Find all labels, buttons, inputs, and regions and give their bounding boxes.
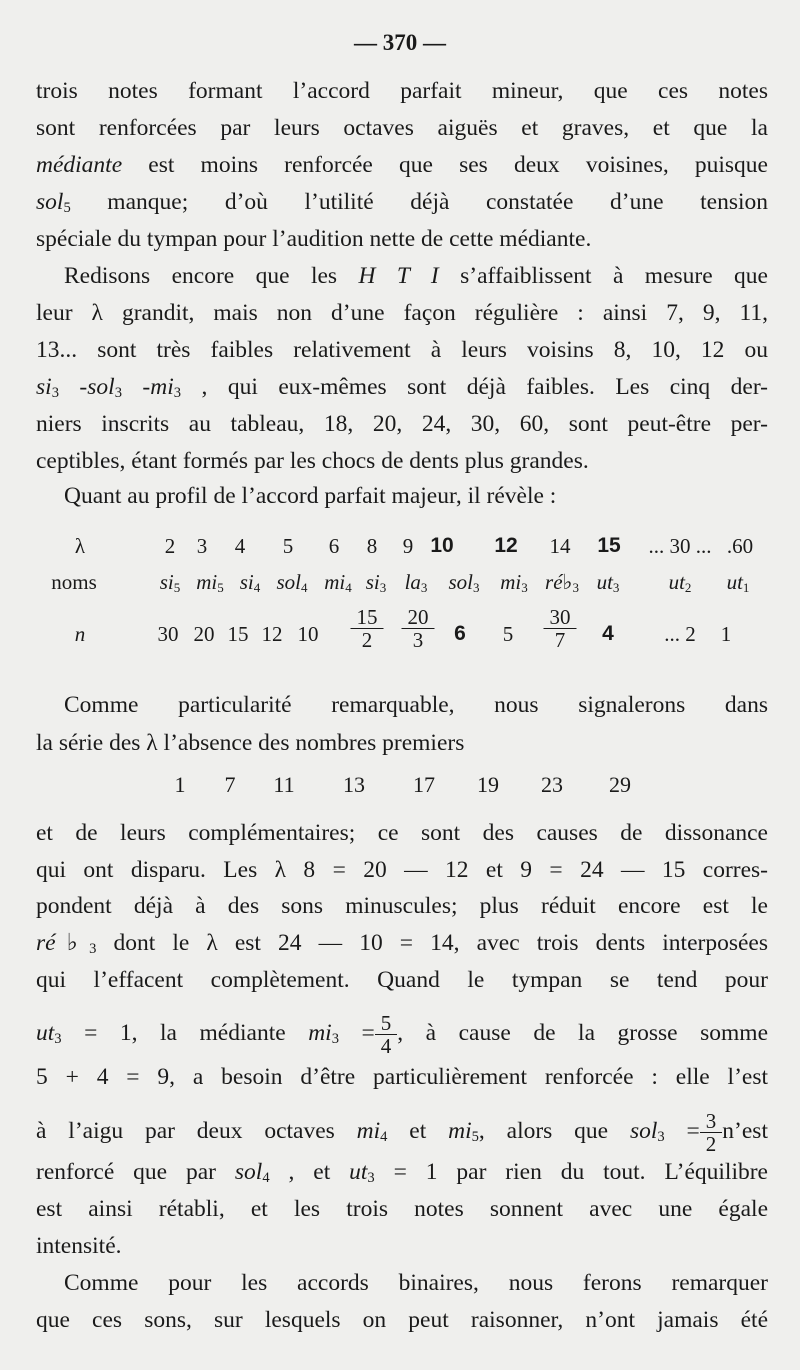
n-value: 20 — [193, 622, 215, 646]
row-label-n: n — [74, 622, 86, 646]
note-name: $la_3$ — [404, 570, 428, 595]
n-value: 5 — [502, 622, 514, 646]
text-line: niers inscrits au tableau, 18, 20, 24, 30, 60, sont peut-être per- — [36, 411, 768, 437]
n-value: ... 2 — [664, 622, 696, 646]
text-line: spéciale du tympan pour l’audition nette de cette médiante. — [36, 226, 592, 252]
lambda-value: ... 30 ... — [648, 534, 712, 558]
lambda-value: 5 — [282, 534, 294, 558]
lambda-value: 14 — [549, 534, 571, 558]
fraction: $\frac{5}{4}$ — [375, 1012, 398, 1057]
note-name: sol$_3$ — [448, 570, 480, 595]
text-line: la série des λ l’absence des nombres premiers — [36, 730, 465, 756]
text-line: médiante est moins renforcée que ses deux voisines, puisque — [36, 152, 768, 178]
prime-number: 23 — [541, 772, 563, 797]
text-line: est ainsi rétabli, et les trois notes sonnent avec une égale — [36, 1196, 768, 1222]
prime-number: 29 — [609, 772, 631, 797]
lambda-value: 6 — [328, 534, 340, 558]
note-name: $mi_4$ — [324, 570, 352, 595]
text-line: sont renforcées par leurs octaves aiguës et graves, et que la — [36, 115, 768, 141]
lambda-value: 4 — [234, 534, 246, 558]
prime-number: 1 — [174, 772, 186, 797]
lambda-value: .60 — [726, 534, 754, 558]
text-line: à l’aigu par deux octaves $mi_4$ et $mi_5$, alors que sol$_3$ = $\frac{3}{2}$ n’est — [36, 1109, 768, 1157]
page-number: — 370 — — [354, 30, 446, 55]
n-value: 10 — [297, 622, 319, 646]
text-line: $si_3$ -sol$_3$ $-mi_3$ , qui eux-mêmes sont déjà faibles. Les cinq der- — [36, 374, 769, 401]
prime-number: 7 — [224, 772, 236, 797]
text-line: pondent déjà à des sons minuscules; plus réduit encore est le — [36, 893, 768, 919]
text-line: 13... sont très faibles relativement à leurs voisins 8, 10, 12 ou — [36, 337, 768, 363]
n-value: 1 — [720, 622, 732, 646]
text-line: renforcé que par sol$_4$ , et $ut_3 = 1$ par rien du tout. L’équilibre — [36, 1159, 768, 1186]
n-fraction: $\frac{30}{7}$ — [544, 606, 577, 651]
note-name: $ut_2$ — [668, 570, 692, 595]
text-line: 5 + 4 = 9, a besoin d’être particulièrement renforcée : elle l’est — [36, 1064, 768, 1090]
row-label-noms: noms — [51, 570, 97, 594]
text-line: sol$_5$ manque; d’où l’utilité déjà constatée d’une tension — [36, 189, 768, 216]
text-line: $ut_3 = 1$, la médiante $mi_3$ = $\frac{5}{4}$ , à cause de la grosse somme — [36, 1011, 769, 1059]
prime-number: 19 — [477, 772, 499, 797]
text-line: qui ont disparu. Les λ 8 = 20 — 12 et 9 = 24 — 15 corres- — [36, 857, 768, 883]
prime-number: 11 — [273, 772, 295, 797]
lambda-value: 9 — [402, 534, 414, 558]
note-name: $si_3$ — [365, 570, 387, 595]
n-value: 12 — [261, 622, 283, 646]
lambda-value: 2 — [164, 534, 176, 558]
text-line: qui l’effacent complètement. Quand le tympan se tend pour — [36, 967, 768, 993]
text-line: $ré♭_3$ dont le λ est 24 — 10 = 14, avec trois dents interposées — [36, 930, 768, 957]
prime-number: 17 — [413, 772, 435, 797]
note-name: $mi_3$ — [500, 570, 528, 595]
text-line: Comme pour les accords binaires, nous ferons remarquer — [64, 1270, 768, 1296]
note-name: $ut_1$ — [726, 570, 750, 595]
n-fraction: $\frac{15}{2}$ — [351, 606, 384, 651]
lambda-value: 8 — [366, 534, 378, 558]
note-name: $ré♭_3$ — [545, 570, 579, 595]
note-name: $si_4$ — [239, 570, 261, 595]
profile-table — [36, 530, 768, 670]
prime-number: 13 — [343, 772, 365, 797]
n-value: 6 — [454, 622, 466, 645]
row-label-lambda: λ — [74, 534, 86, 558]
text-line: et de leurs complémentaires; ce sont des causes de dissonance — [36, 820, 768, 846]
lambda-value: 12 — [494, 534, 518, 557]
text-line: que ces sons, sur lesquels on peut raisonner, n’ont jamais été — [36, 1307, 768, 1333]
n-value: 15 — [227, 622, 249, 646]
lambda-value: 10 — [430, 534, 454, 557]
text-line: intensité. — [36, 1233, 122, 1259]
text-line: Comme particularité remarquable, nous signalerons dans — [64, 692, 768, 718]
text-line: trois notes formant l’accord parfait mineur, que ces notes — [36, 78, 768, 104]
lambda-value: 15 — [597, 534, 621, 557]
note-name: $ut_3$ — [596, 570, 620, 595]
fraction: $\frac{3}{2}$ — [700, 1110, 723, 1155]
lambda-value: 3 — [196, 534, 208, 558]
text-line: Redisons encore que les H T I s’affaiblissent à mesure que — [64, 263, 768, 289]
note-name: sol$_4$ — [276, 570, 308, 595]
note-name: $mi_5$ — [196, 570, 224, 595]
note-name: $si_5$ — [159, 570, 181, 595]
text-line: Quant au profil de l’accord parfait majeur, il révèle : — [64, 483, 557, 509]
text-line: ceptibles, étant formés par les chocs de dents plus grandes. — [36, 448, 589, 474]
n-value: 30 — [157, 622, 179, 646]
text-line: leur λ grandit, mais non d’une façon régulière : ainsi 7, 9, 11, — [36, 300, 768, 326]
n-fraction: $\frac{20}{3}$ — [402, 606, 435, 651]
n-value: 4 — [602, 622, 614, 645]
